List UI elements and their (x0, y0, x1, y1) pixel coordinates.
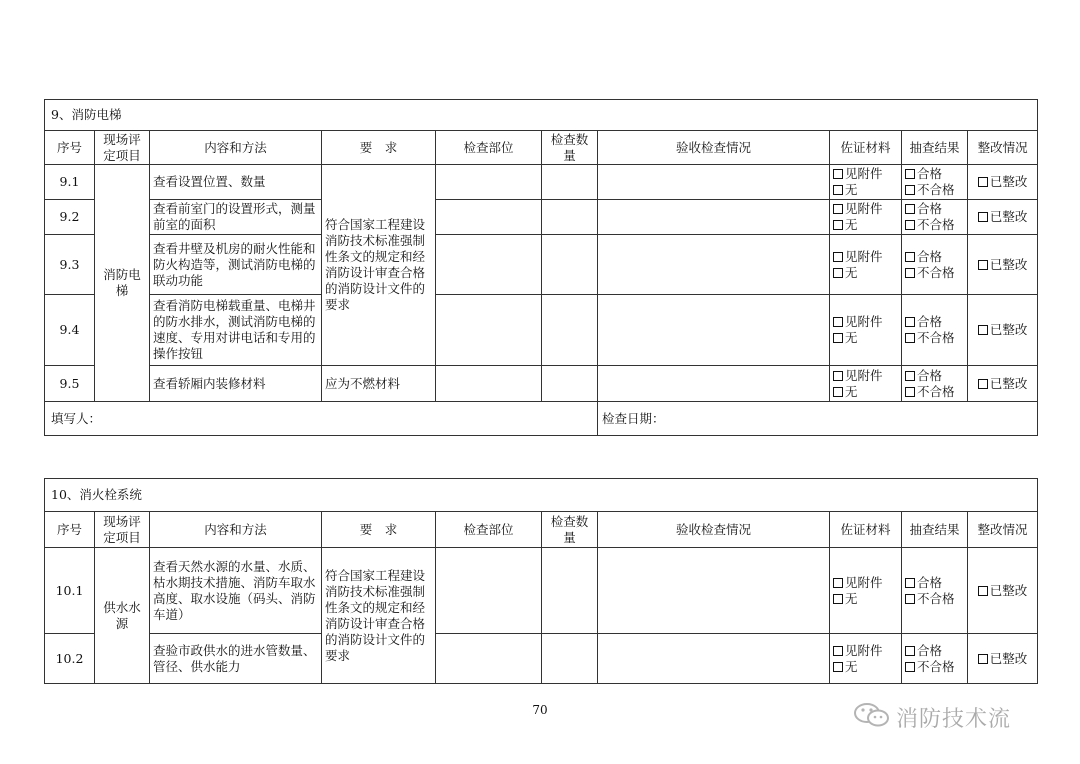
header-qty: 检查数量 (542, 512, 598, 548)
pass-checkbox[interactable]: 合格 (905, 249, 955, 265)
header-situation: 验收检查情况 (598, 131, 830, 165)
pass-checkbox[interactable]: 合格 (905, 314, 955, 330)
attach-checkbox[interactable]: 见附件 (833, 314, 883, 330)
pass-checkbox[interactable]: 合格 (905, 643, 955, 659)
inspect-part-cell[interactable] (436, 295, 542, 366)
filler-field[interactable]: 填写人： (45, 402, 598, 436)
header-material: 佐证材料 (830, 512, 902, 548)
inspect-part-cell[interactable] (436, 235, 542, 295)
row-seq: 10.1 (45, 548, 95, 634)
row-requirement: 符合国家工程建设消防技术标准强制性条文的规定和经消防设计审查合格的消防设计文件的要求 (322, 548, 436, 684)
inspect-qty-cell[interactable] (542, 634, 598, 684)
row-seq: 9.2 (45, 200, 95, 235)
row-method: 查看前室门的设置形式，测量前室的面积 (150, 200, 322, 235)
fixed-checkbox[interactable]: 已整改 (971, 322, 1034, 338)
attach-checkbox[interactable]: 见附件 (833, 166, 883, 182)
fire-elevator-table (44, 99, 1038, 436)
header-qty: 检查数量 (542, 131, 598, 165)
none-checkbox[interactable]: 无 (833, 217, 883, 233)
row-seq: 10.2 (45, 634, 95, 684)
inspect-situation-cell[interactable] (598, 295, 830, 366)
header-rectify: 整改情况 (968, 512, 1038, 548)
row-method: 查看消防电梯载重量、电梯井的防水排水，测试消防电梯的速度、专用对讲电话和专用的操作按钮 (150, 295, 322, 366)
row-seq: 9.4 (45, 295, 95, 366)
header-rectify: 整改情况 (968, 131, 1038, 165)
inspect-qty-cell[interactable] (542, 366, 598, 402)
header-seq: 序号 (45, 131, 95, 165)
inspect-situation-cell[interactable] (598, 165, 830, 200)
inspect-situation-cell[interactable] (598, 366, 830, 402)
row-method: 查看井壁及机房的耐火性能和防火构造等，测试消防电梯的联动功能 (150, 235, 322, 295)
header-method: 内容和方法 (150, 512, 322, 548)
inspection-date-field[interactable]: 检查日期： (598, 402, 1038, 436)
fixed-checkbox[interactable]: 已整改 (971, 209, 1034, 225)
inspect-qty-cell[interactable] (542, 235, 598, 295)
header-material: 佐证材料 (830, 131, 902, 165)
row-method: 查看轿厢内装修材料 (150, 366, 322, 402)
pass-checkbox[interactable]: 合格 (905, 575, 955, 591)
fixed-checkbox[interactable]: 已整改 (971, 257, 1034, 273)
header-method: 内容和方法 (150, 131, 322, 165)
attach-checkbox[interactable]: 见附件 (833, 643, 883, 659)
table-row (45, 548, 1038, 634)
table-row (45, 165, 1038, 200)
row-seq: 9.3 (45, 235, 95, 295)
header-result: 抽查结果 (902, 131, 968, 165)
fail-checkbox[interactable]: 不合格 (905, 265, 955, 281)
table-row (45, 200, 1038, 235)
none-checkbox[interactable]: 无 (833, 591, 883, 607)
row-seq: 9.1 (45, 165, 95, 200)
watermark (852, 700, 1011, 734)
pass-checkbox[interactable]: 合格 (905, 166, 955, 182)
inspect-situation-cell[interactable] (598, 548, 830, 634)
wechat-icon (852, 700, 892, 734)
row-seq: 9.5 (45, 366, 95, 402)
fail-checkbox[interactable]: 不合格 (905, 659, 955, 675)
header-seq: 序号 (45, 512, 95, 548)
inspect-situation-cell[interactable] (598, 634, 830, 684)
row-requirement: 符合国家工程建设消防技术标准强制性条文的规定和经消防设计审查合格的消防设计文件的要求 (322, 165, 436, 366)
row-method: 查验市政供水的进水管数量、管径、供水能力 (150, 634, 322, 684)
inspect-situation-cell[interactable] (598, 200, 830, 235)
row-method: 查看设置位置、数量 (150, 165, 322, 200)
header-result: 抽查结果 (902, 512, 968, 548)
inspect-part-cell[interactable] (436, 634, 542, 684)
none-checkbox[interactable]: 无 (833, 265, 883, 281)
fixed-checkbox[interactable]: 已整改 (971, 651, 1034, 667)
watermark-text: 消防技术流 (896, 706, 1012, 732)
inspect-situation-cell[interactable] (598, 235, 830, 295)
header-situation: 验收检查情况 (598, 512, 830, 548)
page-number: 70 (532, 703, 548, 717)
inspect-qty-cell[interactable] (542, 200, 598, 235)
section-title: 9、消防电梯 (45, 100, 1038, 131)
fail-checkbox[interactable]: 不合格 (905, 330, 955, 346)
none-checkbox[interactable]: 无 (833, 384, 883, 400)
inspect-qty-cell[interactable] (542, 295, 598, 366)
row-requirement: 应为不燃材料 (322, 366, 436, 402)
fixed-checkbox[interactable]: 已整改 (971, 583, 1034, 599)
fail-checkbox[interactable]: 不合格 (905, 384, 955, 400)
none-checkbox[interactable]: 无 (833, 659, 883, 675)
row-method: 查看天然水源的水量、水质、枯水期技术措施、消防车取水高度、取水设施（码头、消防车道） (150, 548, 322, 634)
header-requirement: 要 求 (322, 131, 436, 165)
inspect-part-cell[interactable] (436, 548, 542, 634)
fixed-checkbox[interactable]: 已整改 (971, 174, 1034, 190)
inspection-item: 供水水源 (95, 548, 150, 684)
table-row (45, 366, 1038, 402)
attach-checkbox[interactable]: 见附件 (833, 575, 883, 591)
pass-checkbox[interactable]: 合格 (905, 201, 955, 217)
inspect-part-cell[interactable] (436, 366, 542, 402)
header-item: 现场评定项目 (95, 512, 150, 548)
fail-checkbox[interactable]: 不合格 (905, 217, 955, 233)
fixed-checkbox[interactable]: 已整改 (971, 376, 1034, 392)
table-row (45, 634, 1038, 684)
attach-checkbox[interactable]: 见附件 (833, 201, 883, 217)
header-requirement: 要 求 (322, 512, 436, 548)
section-title: 10、消火栓系统 (45, 479, 1038, 512)
inspect-qty-cell[interactable] (542, 165, 598, 200)
inspect-part-cell[interactable] (436, 200, 542, 235)
hydrant-system-table (44, 478, 1038, 684)
table-row (45, 295, 1038, 366)
attach-checkbox[interactable]: 见附件 (833, 368, 883, 384)
none-checkbox[interactable]: 无 (833, 330, 883, 346)
header-part: 检查部位 (436, 131, 542, 165)
pass-checkbox[interactable]: 合格 (905, 368, 955, 384)
inspection-item: 消防电梯 (95, 165, 150, 402)
inspect-qty-cell[interactable] (542, 548, 598, 634)
fail-checkbox[interactable]: 不合格 (905, 591, 955, 607)
table-row (45, 235, 1038, 295)
inspect-part-cell[interactable] (436, 165, 542, 200)
fail-checkbox[interactable]: 不合格 (905, 182, 955, 198)
none-checkbox[interactable]: 无 (833, 182, 883, 198)
header-part: 检查部位 (436, 512, 542, 548)
attach-checkbox[interactable]: 见附件 (833, 249, 883, 265)
header-item: 现场评定项目 (95, 131, 150, 165)
